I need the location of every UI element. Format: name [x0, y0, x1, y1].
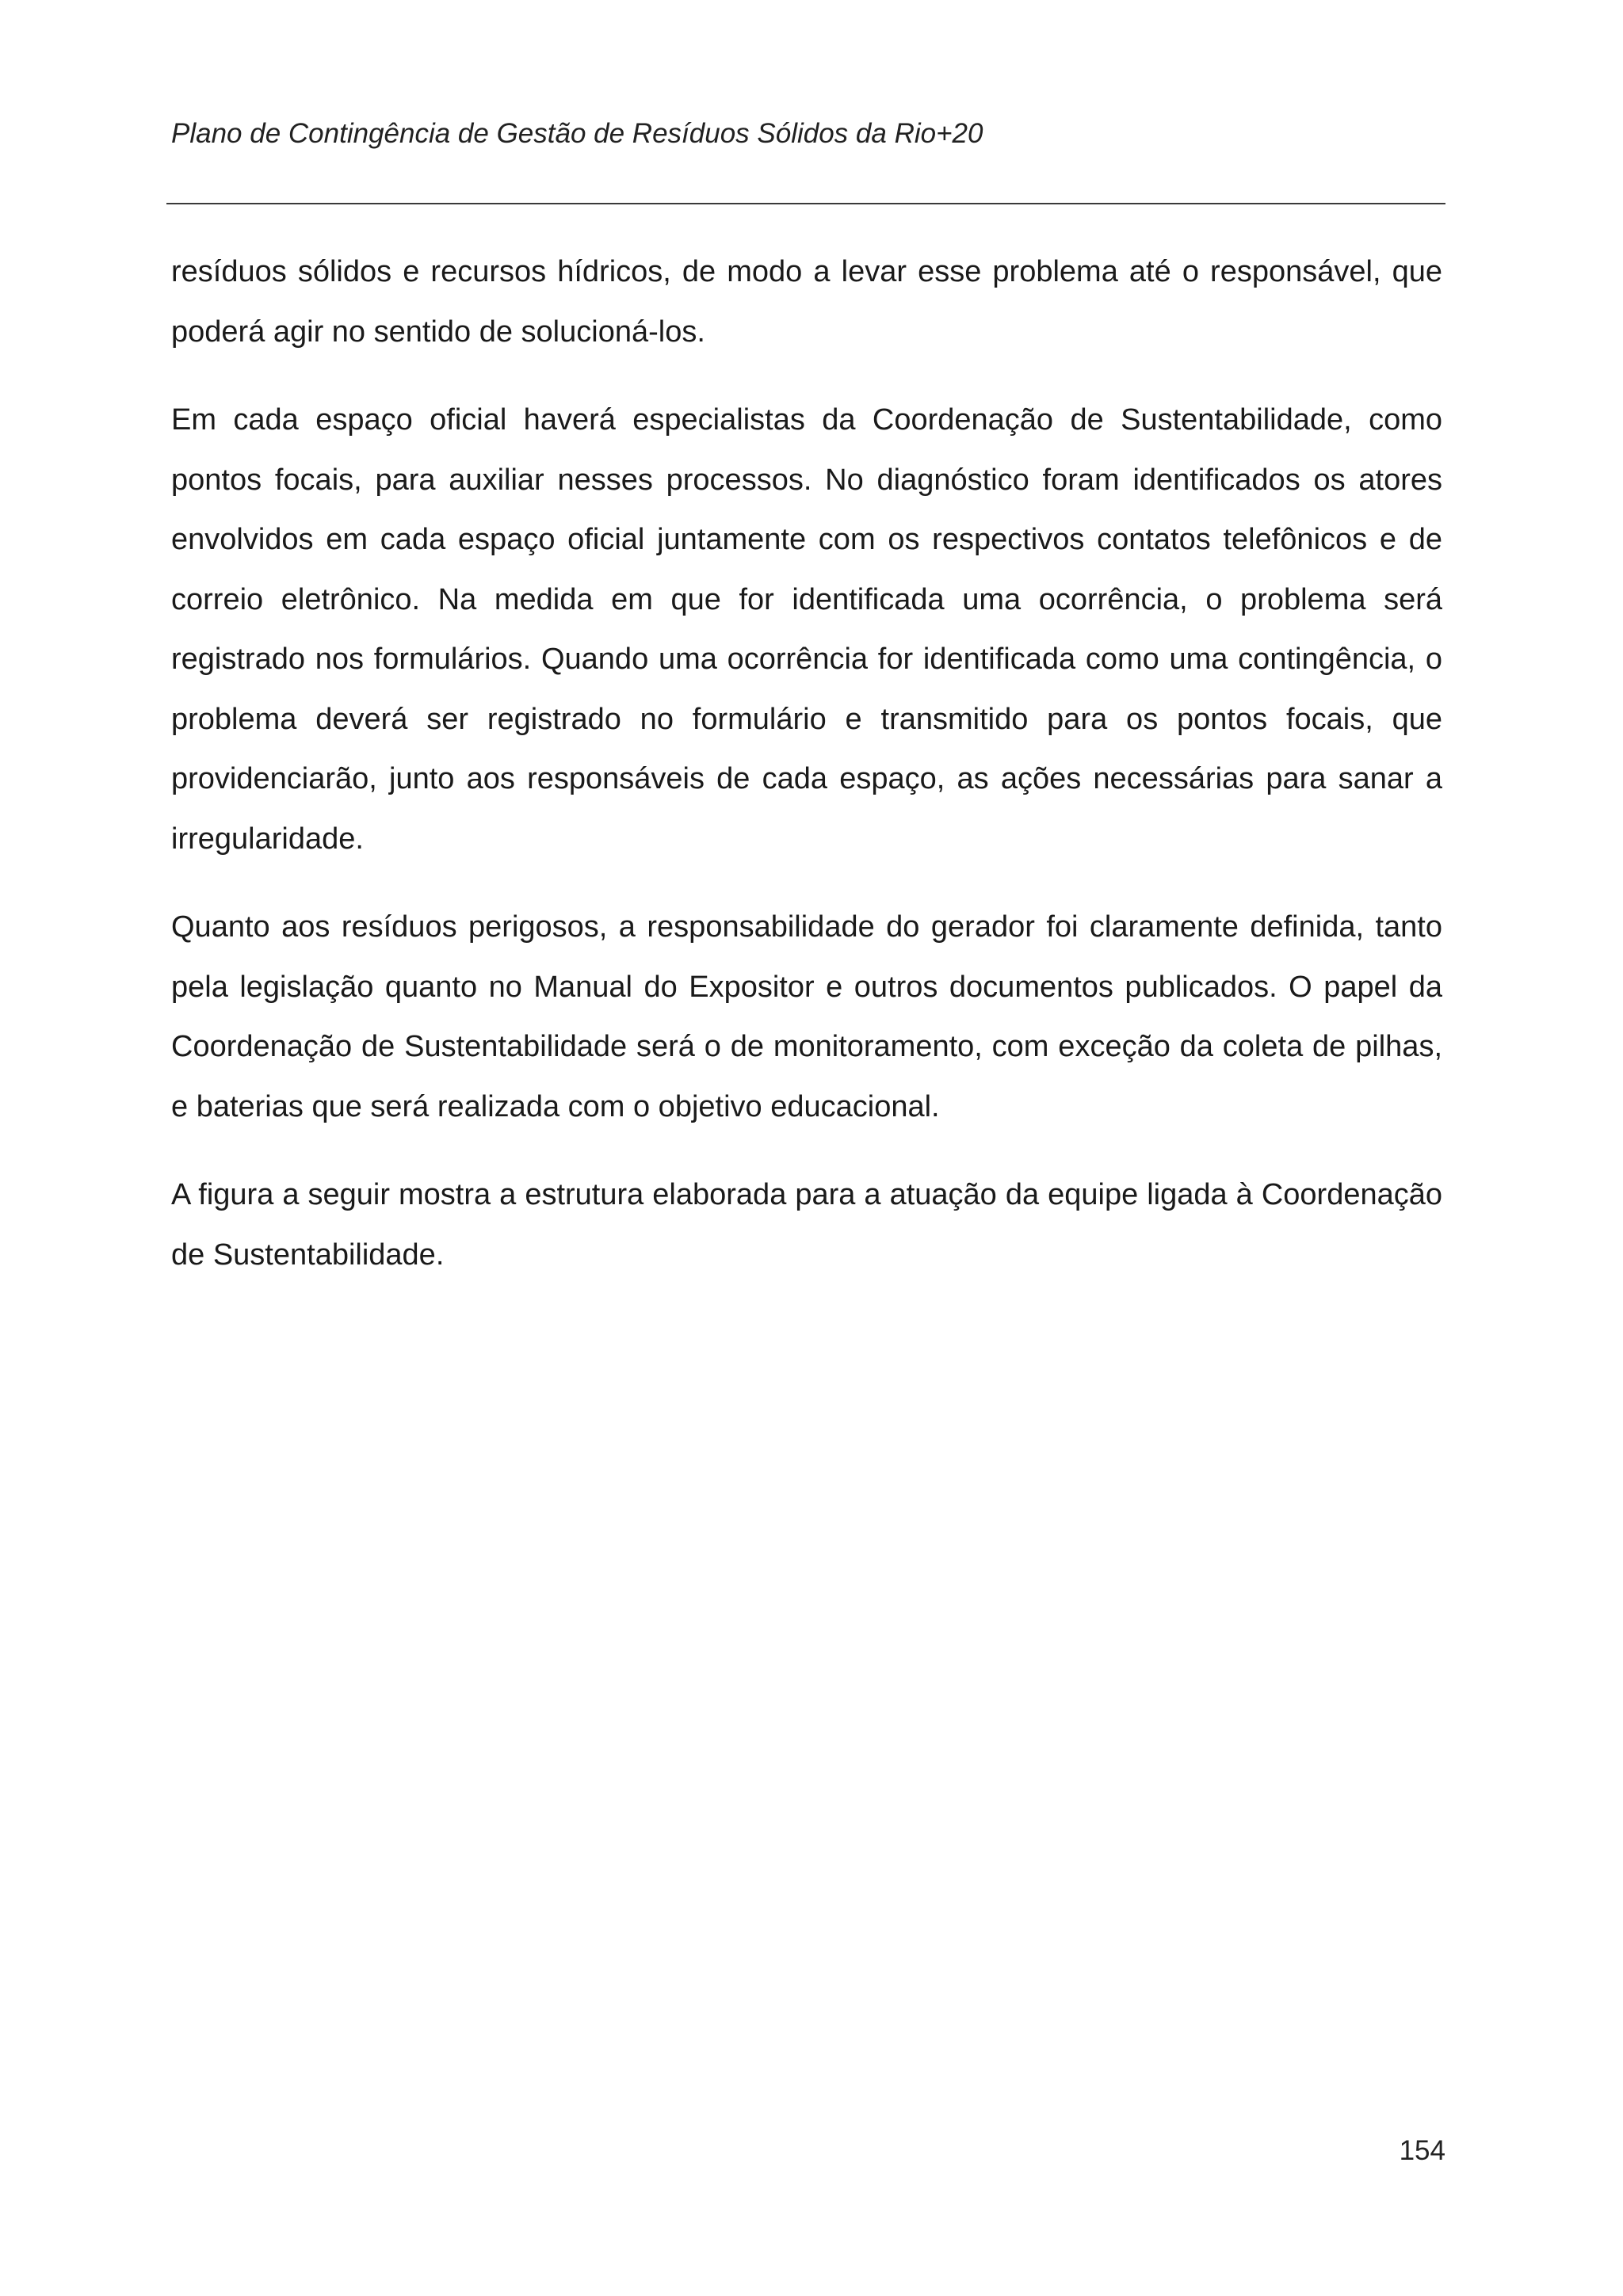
running-header: Plano de Contingência de Gestão de Resíduos Sólidos da Rio+20	[171, 118, 983, 149]
page-number: 154	[1399, 2135, 1445, 2166]
paragraph-2: Em cada espaço oficial haverá especialistas da Coordenação de Sustentabilidade, como pontos focais, para auxiliar nesses processos. No diagnóstico foram identificados os atores envolvidos em cada espaço oficial juntamente com os respectivos contatos telefônicos e de correio eletrônico. Na medida em que for identificada uma ocorrência, o problema será registrado nos formulários. Quando uma ocorrência for identificada como uma contingência, o problema deverá ser registrado no formulário e transmitido para os pontos focais, que providenciarão, junto aos responsáveis de cada espaço, as ações necessárias para sanar a irregularidade.	[171, 403, 1442, 856]
paragraph-1: resíduos sólidos e recursos hídricos, de modo a levar esse problema até o responsável, que poderá agir no sentido de solucioná-los.	[171, 255, 1442, 349]
paragraph-4: A figura a seguir mostra a estrutura elaborada para a atuação da equipe ligada à Coordenação de Sustentabilidade.	[171, 1178, 1442, 1272]
body-text	[171, 242, 1442, 1314]
paragraph-3: Quanto aos resíduos perigosos, a responsabilidade do gerador foi claramente definida, tanto pela legislação quanto no Manual do Expositor e outros documentos publicados. O papel da Coordenação de Sustentabilidade será o de monitoramento, com exceção da coleta de pilhas, e baterias que será realizada com o objetivo educacional.	[171, 910, 1442, 1123]
header-divider	[166, 203, 1445, 204]
